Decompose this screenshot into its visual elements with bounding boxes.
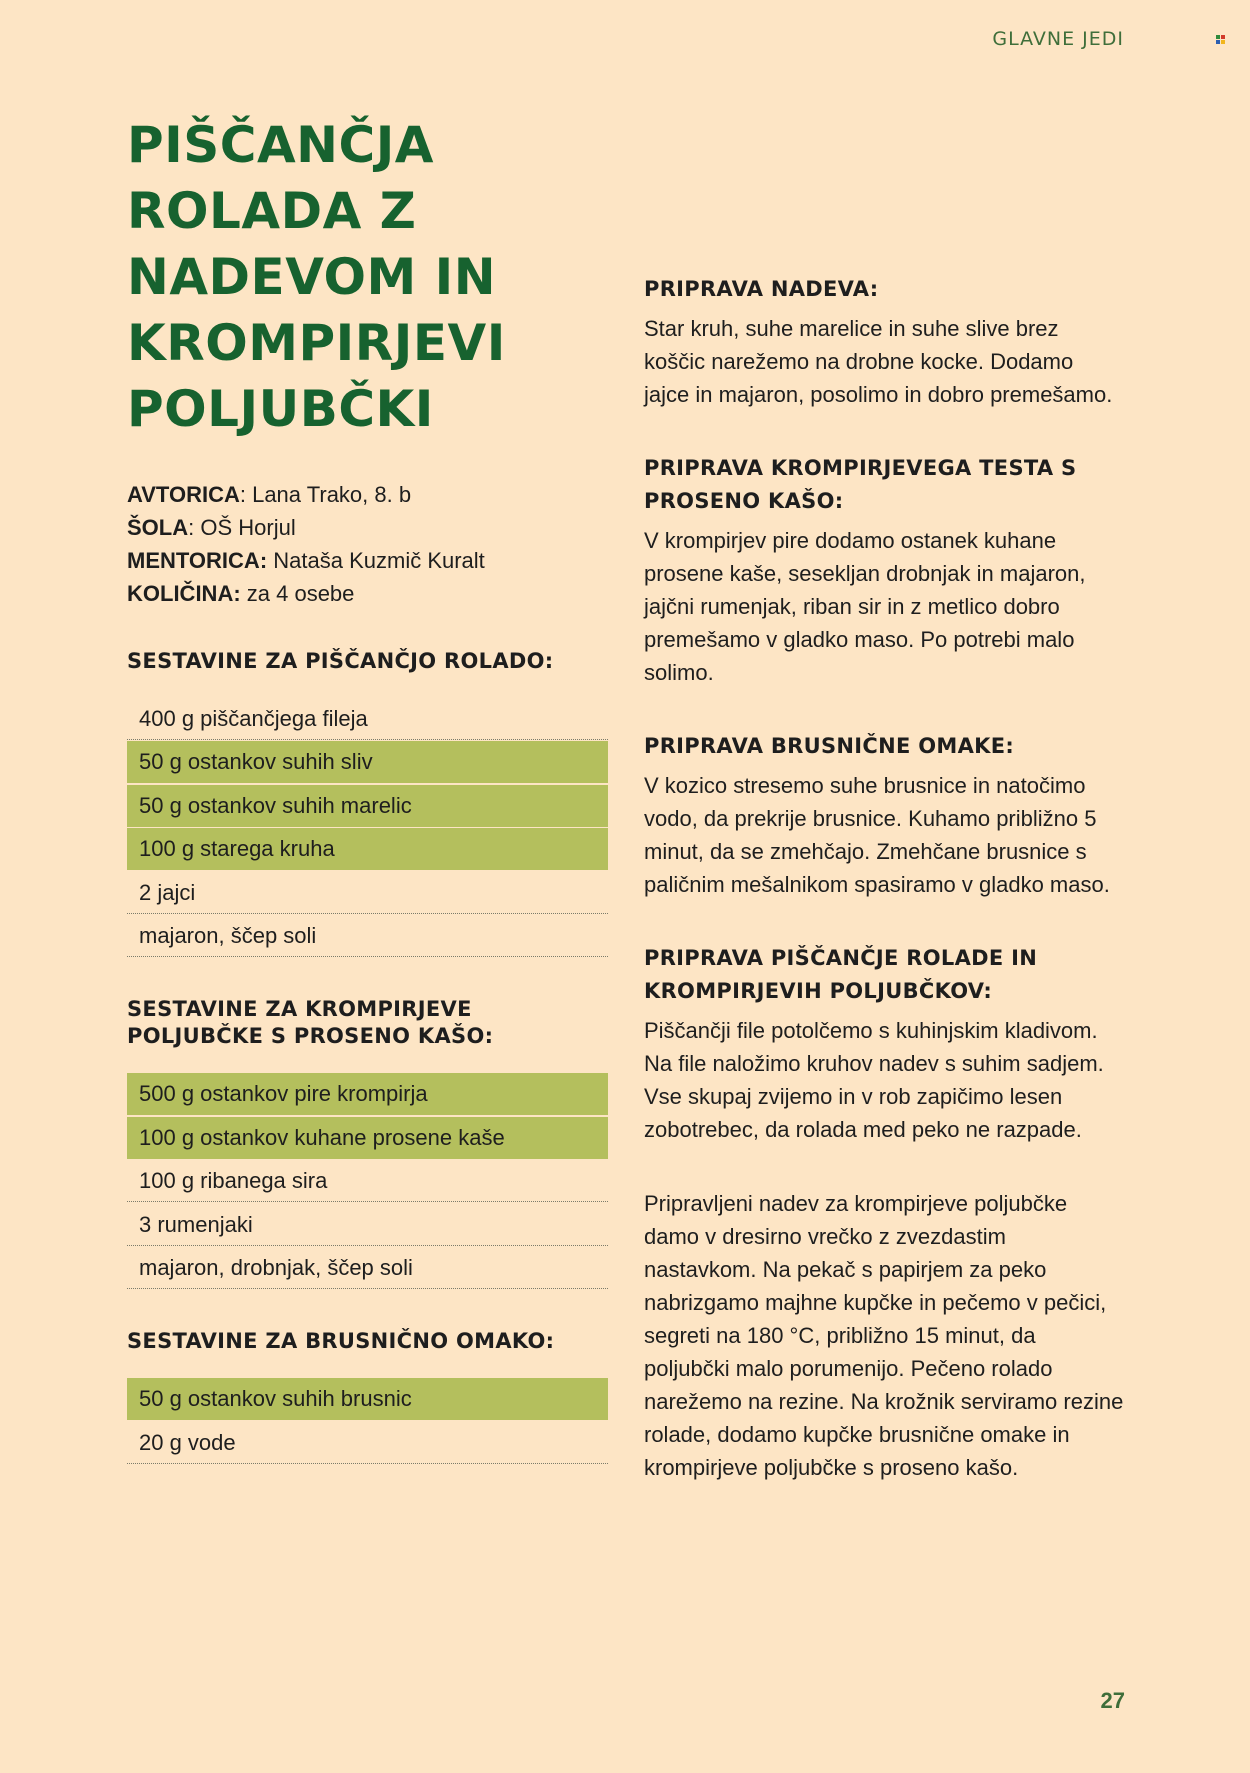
step-heading: PRIPRAVA KROMPIRJEVEGA TESTA S PROSENO KAŠO: <box>644 456 1077 513</box>
page-number: 27 <box>1100 1688 1125 1713</box>
step-cranberry-sauce <box>644 730 1124 901</box>
recipe-title: PIŠČANČJA ROLADA Z NADEVOM IN KROMPIRJEVI POLJUBČKI <box>127 116 506 438</box>
meta-row-school: ŠOLA: OŠ Horjul <box>127 515 296 540</box>
ingredient-item: 400 g piščančjega fileja <box>127 698 608 740</box>
ingredient-item: 20 g vode <box>127 1422 608 1464</box>
ingredient-item-leftover: 100 g starega kruha <box>127 828 608 870</box>
step-text: Piščančji file potolčemo s kuhinjskim kladivom. Na file naložimo kruhov nadev s suhim sadjem. Vse skupaj zvijemo in v rob zapičimo lesen zobotrebec, da rolada med peko ne razpade. <box>644 1018 1104 1142</box>
meta-row-quantity: KOLIČINA: za 4 osebe <box>127 581 355 606</box>
ingredient-item: 2 jajci <box>127 872 608 914</box>
instructions-column <box>644 273 1124 1525</box>
ingredient-item-leftover: 100 g ostankov kuhane prosene kaše <box>127 1117 608 1159</box>
meta-row-author: AVTORICA: Lana Trako, 8. b <box>127 482 412 507</box>
ingredient-item: 100 g ribanega sira <box>127 1160 608 1202</box>
ingredient-item: majaron, drobnjak, ščep soli <box>127 1247 608 1289</box>
ingredients-column <box>127 648 608 1465</box>
ingredient-item-leftover: 50 g ostankov suhih brusnic <box>127 1378 608 1420</box>
step-heading: PRIPRAVA BRUSNIČNE OMAKE: <box>644 734 1015 758</box>
step-roll-and-kisses <box>644 942 1124 1146</box>
ingredient-list-roll <box>127 698 608 957</box>
ingredient-list-potato <box>127 1073 608 1289</box>
step-text: Star kruh, suhe marelice in suhe slive brez koščic narežemo na drobne kocke. Dodamo jajce in majaron, posolimo in dobro premešamo. <box>644 316 1113 407</box>
corner-logo-icon <box>1216 35 1226 45</box>
step-finishing <box>644 1187 1124 1484</box>
step-text: V krompirjev pire dodamo ostanek kuhane prosene kaše, sesekljan drobnjak in majaron, jajčni rumenjak, riban sir in z metlico dobro premešamo v gladko maso. Po potrebi malo solimo. <box>644 528 1086 685</box>
step-filling <box>644 273 1124 411</box>
recipe-meta <box>127 478 607 610</box>
ingredient-item: 3 rumenjaki <box>127 1204 608 1246</box>
ingredient-group-heading: SESTAVINE ZA KROMPIRJEVE POLJUBČKE S PROSENO KAŠO: <box>127 997 494 1049</box>
ingredient-group-heading: SESTAVINE ZA BRUSNIČNO OMAKO: <box>127 1329 555 1354</box>
step-text: V kozico stresemo suhe brusnice in natočimo vodo, da prekrije brusnice. Kuhamo približno 5 minut, da se zmehčajo. Zmehčane brusnice s paličnim mešalnikom spasiramo v gladko maso. <box>644 773 1110 897</box>
ingredient-list-sauce <box>127 1378 608 1463</box>
ingredient-item-leftover: 500 g ostankov pire krompirja <box>127 1073 608 1115</box>
step-heading: PRIPRAVA PIŠČANČJE ROLADE IN KROMPIRJEVIH POLJUBČKOV: <box>644 946 1038 1003</box>
step-text: Pripravljeni nadev za krompirjeve poljubčke damo v dresirno vrečko z zvezdastim nastavkom. Na pekač s papirjem za peko nabrizgamo majhne kupčke in pečemo v pečici, segreti na 180 °C, približno 15 minut, da poljubčki malo porumenijo. Pečeno rolado narežemo na rezine. Na krožnik serviramo rezine rolade, dodamo kupčke brusnične omake in krompirjeve poljubčke s proseno kašo. <box>644 1191 1124 1480</box>
section-label: GLAVNE JEDI <box>992 28 1124 50</box>
ingredient-item-leftover: 50 g ostankov suhih sliv <box>127 741 608 783</box>
ingredient-group-heading: SESTAVINE ZA PIŠČANČJO ROLADO: <box>127 649 554 673</box>
step-potato-dough <box>644 452 1124 689</box>
ingredient-item: majaron, ščep soli <box>127 915 608 957</box>
step-heading: PRIPRAVA NADEVA: <box>644 277 879 301</box>
ingredient-item-leftover: 50 g ostankov suhih marelic <box>127 785 608 827</box>
meta-row-mentor: MENTORICA: Nataša Kuzmič Kuralt <box>127 548 485 573</box>
